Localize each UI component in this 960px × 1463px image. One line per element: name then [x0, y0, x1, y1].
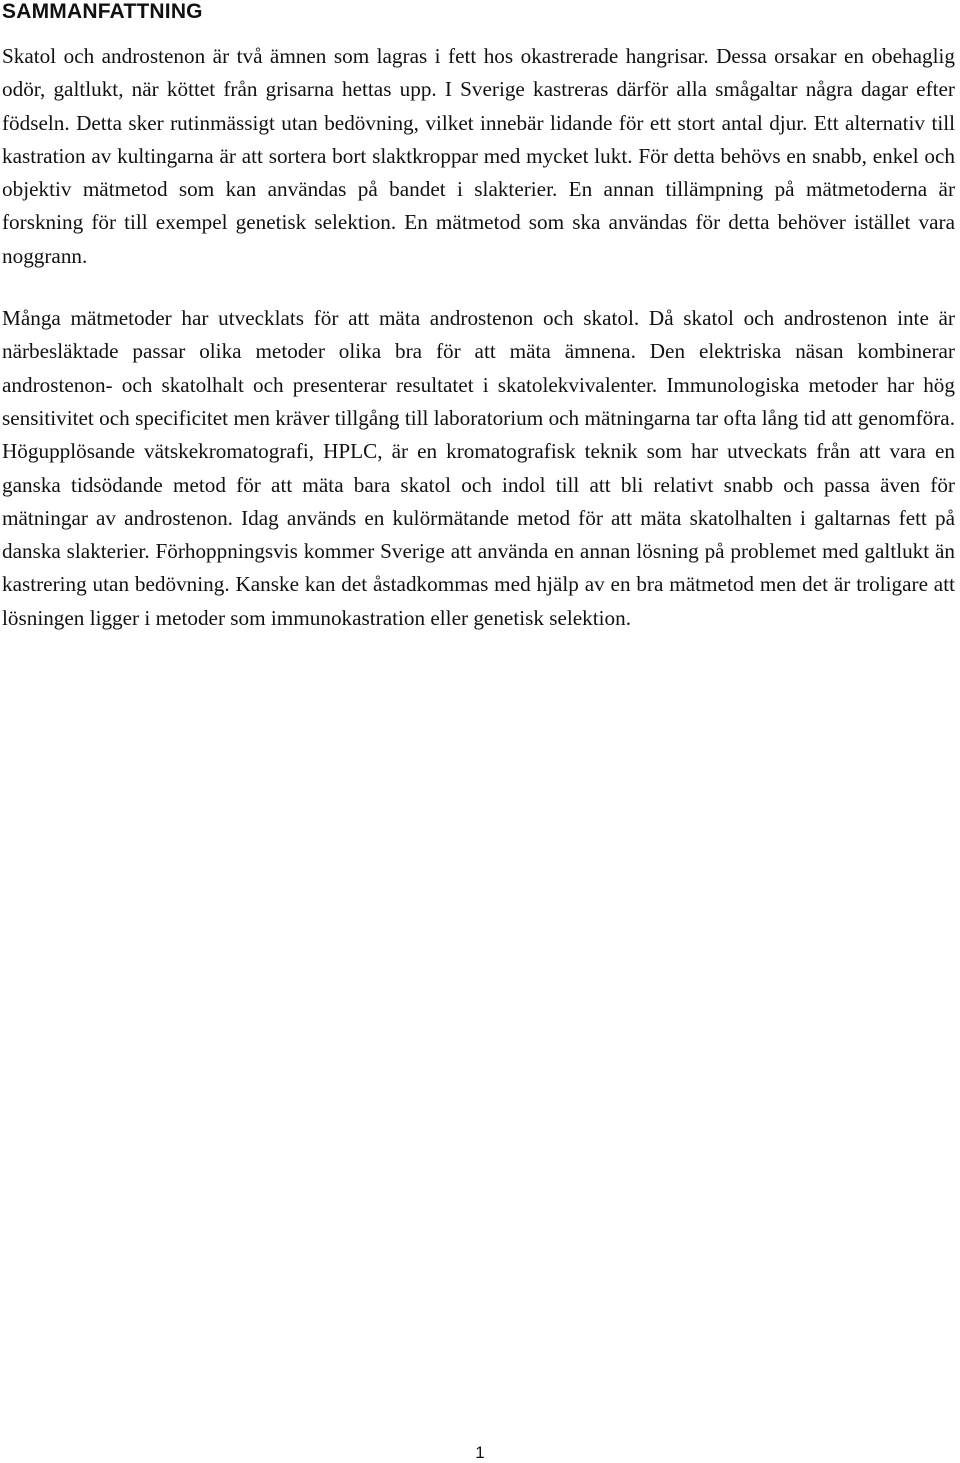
section-heading: SAMMANFATTNING	[2, 0, 203, 23]
page-number: 1	[475, 1443, 485, 1462]
summary-paragraph-2: Många mätmetoder har utvecklats för att mäta androstenon och skatol. Då skatol och androstenon inte är närbesläktade passar olika metoder olika bra för att mäta ämnena. Den elektriska näsan kombinerar androstenon- och skatolhalt och presenterar resultatet i skatolekvivalenter. Immunologiska metoder har hög sensitivitet och specificitet men kräver tillgång till laboratorium och mätningarna tar ofta lång tid att genomföra. Högupplösande vätskekromatografi, HPLC, är en kromatografisk teknik som har utveckats från att vara en ganska tidsödande metod för att mäta bara skatol och indol till att bli relativt snabb och passa även för mätningar av androstenon. Idag används en kulörmätande metod för att mäta skatolhalten i galtarnas fett på danska slakterier. Förhoppningsvis kommer Sverige att använda en annan lösning på problemet med galtlukt än kastrering utan bedövning. Kanske kan det åstadkommas med hjälp av en bra mätmetod men det är troligare att lösningen ligger i metoder som immunokastration eller genetisk selektion.	[2, 306, 955, 630]
summary-paragraph-1: Skatol och androstenon är två ämnen som lagras i fett hos okastrerade hangrisar. Dessa orsakar en obehaglig odör, galtlukt, när köttet från grisarna hettas upp. I Sverige kastreras därför alla smågaltar några dagar efter födseln. Detta sker rutinmässigt utan bedövning, vilket innebär lidande för ett stort antal djur. Ett alternativ till kastration av kultingarna är att sortera bort slaktkroppar med mycket lukt. För detta behövs en snabb, enkel och objektiv mätmetod som kan användas på bandet i slakterier. En annan tillämpning på mätmetoderna är forskning för till exempel genetisk selektion. En mätmetod som ska användas för detta behöver istället vara noggrann.	[2, 44, 955, 268]
